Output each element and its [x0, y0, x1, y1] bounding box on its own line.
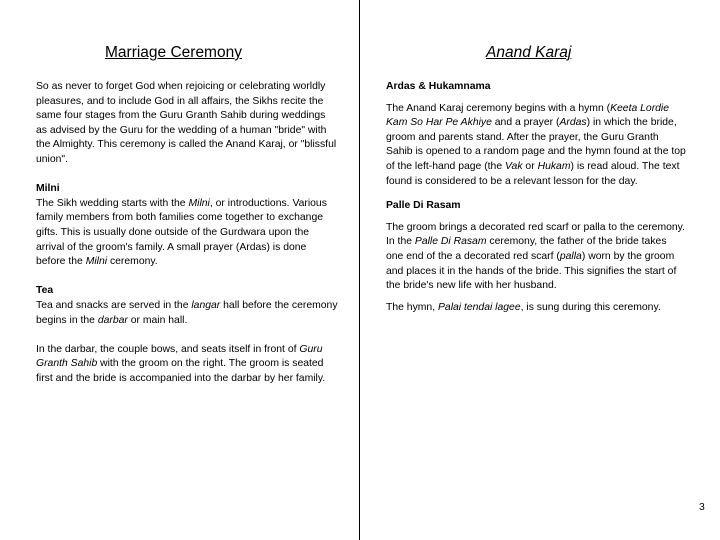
darbar-paragraph: In the darbar, the couple bows, and seats itself in front of Guru Granth Sahib with the groom on the right. The groom is seated first and the bride is accompanied into the darbar by her family.: [36, 343, 326, 384]
right-column: [386, 80, 686, 315]
hymn-paragraph: The hymn, Palai tendai lagee, is sung during this ceremony.: [386, 301, 661, 313]
page-number: 3: [699, 502, 705, 513]
palle-paragraph: The groom brings a decorated red scarf or palla to the ceremony. In the Palle Di Rasam ceremony, the father of the bride takes one end of the a decorated red scarf (palla) worn by the groom and places it in the hands of the bride. This signifies the start of the bride's new life with her husband.: [386, 221, 685, 292]
tea-heading: Tea: [36, 285, 54, 297]
right-page-title: Anand Karaj: [486, 44, 572, 61]
ardas-paragraph: The Anand Karaj ceremony begins with a hymn (Keeta Lordie Kam So Har Pe Akhiye and a prayer (Ardas) in which the bride, groom and parents stand. After the prayer, the Guru Granth Sahib is opened to a random page and the hymn found at the top of the left-hand page (the Vak or Hukam) is read aloud. The text found is considered to be a relevant lesson for the day.: [386, 102, 686, 187]
page-divider: [359, 0, 360, 540]
left-page-title: Marriage Ceremony: [105, 44, 242, 61]
milni-paragraph: The Sikh wedding starts with the Milni, or introductions. Various family members from both families come together to exchange gifts. This is usually done outside of the Gurdwara upon the arrival of the groom's family. A small prayer (Ardas) is done before the Milni ceremony.: [36, 197, 327, 268]
left-column: [36, 80, 338, 386]
intro-paragraph: So as never to forget God when rejoicing or celebrating worldly pleasures, and to include God in all affairs, the Sikhs recite the same four stages from the Guru Granth Sahib during weddings as advised by the Guru for the wedding of a human "bride" with the Almighty. This ceremony is called the Anand Karaj, or "blissful union".: [36, 81, 337, 165]
tea-paragraph: Tea and snacks are served in the langar hall before the ceremony begins in the darbar or main hall.: [36, 299, 338, 326]
milni-heading: Milni: [36, 183, 60, 195]
palle-heading: Palle Di Rasam: [386, 200, 461, 212]
ardas-heading: Ardas & Hukamnama: [386, 81, 491, 92]
